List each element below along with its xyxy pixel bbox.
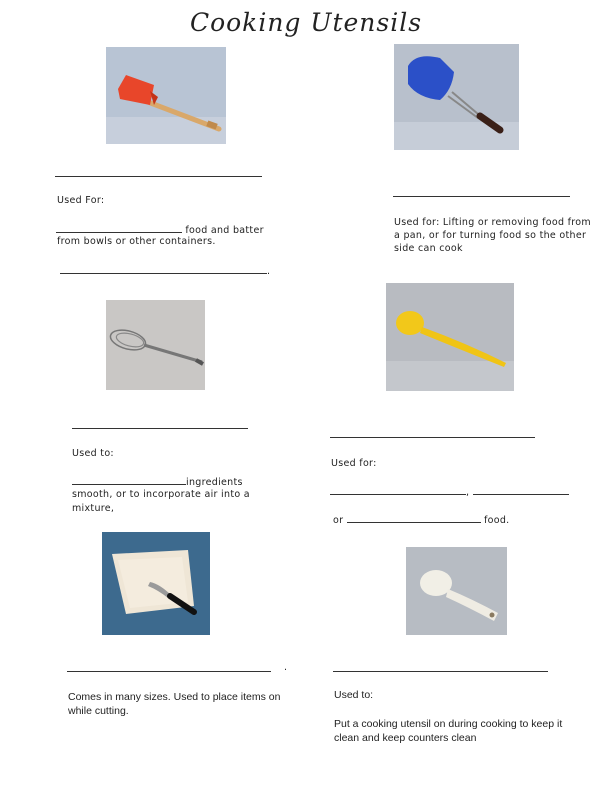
whisk-photo bbox=[106, 300, 205, 390]
rubber-spatula-photo bbox=[106, 47, 226, 144]
page-title: Cooking Utensils bbox=[189, 8, 423, 37]
spatula-use-text: food and batter bbox=[185, 225, 264, 236]
cutting-board-photo bbox=[102, 532, 210, 635]
cutting-board-name-blank[interactable] bbox=[67, 671, 271, 672]
spoon-use-blank-3[interactable] bbox=[347, 512, 481, 523]
spatula-period: . bbox=[267, 266, 271, 277]
spoon-use-line1 bbox=[330, 484, 569, 499]
cutting-board-icon bbox=[102, 532, 210, 635]
spoon-name-blank[interactable] bbox=[330, 437, 535, 438]
spoon-rest-icon bbox=[406, 547, 507, 635]
whisk-name-blank[interactable] bbox=[72, 428, 248, 429]
whisk-use-line3: mixture, bbox=[72, 503, 115, 514]
cutting-board-dot: . bbox=[284, 662, 288, 673]
turner-photo bbox=[394, 44, 519, 150]
spoon-rest-photo bbox=[406, 547, 507, 635]
spoon-use-line2 bbox=[333, 512, 510, 527]
spoon-rest-name-blank[interactable] bbox=[333, 671, 548, 672]
spoon-food-label: food. bbox=[483, 515, 510, 526]
whisk-use-line2: smooth, or to incorporate air into a bbox=[72, 489, 250, 500]
whisk-used-label: Used to: bbox=[72, 448, 114, 459]
whisk-use-text: ingredients bbox=[186, 477, 243, 488]
spoon-comma: , bbox=[466, 487, 470, 498]
whisk-use-blank[interactable] bbox=[72, 474, 186, 485]
spatula-extra-line bbox=[60, 263, 270, 278]
plastic-spoon-icon bbox=[386, 283, 514, 391]
spoon-use-blank-1[interactable] bbox=[330, 484, 466, 495]
spoon-use-blank-2[interactable] bbox=[473, 484, 569, 495]
spoon-rest-used-label: Used to: bbox=[334, 689, 374, 701]
rubber-spatula-icon bbox=[106, 47, 226, 144]
plastic-spoon-photo bbox=[386, 283, 514, 391]
cutting-board-use-text: Comes in many sizes. Used to place items on while cutting. bbox=[68, 691, 281, 717]
turner-icon bbox=[394, 44, 519, 150]
spatula-used-for-label: Used For: bbox=[57, 195, 105, 206]
spoon-used-for-label: Used for: bbox=[331, 458, 377, 469]
whisk-icon bbox=[106, 300, 205, 390]
spatula-name-blank[interactable] bbox=[55, 176, 262, 177]
spatula-use-line2: from bowls or other containers. bbox=[57, 236, 216, 247]
turner-use-text: Used for: Lifting or removing food from a pan, or for turning food so the other side can cook bbox=[394, 217, 591, 254]
spatula-use-blank[interactable] bbox=[56, 222, 182, 233]
spoon-rest-use-text: Put a cooking utensil on during cooking to keep it clean and keep counters clean bbox=[334, 718, 563, 744]
turner-name-blank[interactable] bbox=[393, 196, 570, 197]
spatula-extra-blank[interactable] bbox=[60, 263, 267, 274]
spoon-or-label: or bbox=[333, 515, 344, 526]
whisk-use-line1 bbox=[72, 474, 243, 489]
